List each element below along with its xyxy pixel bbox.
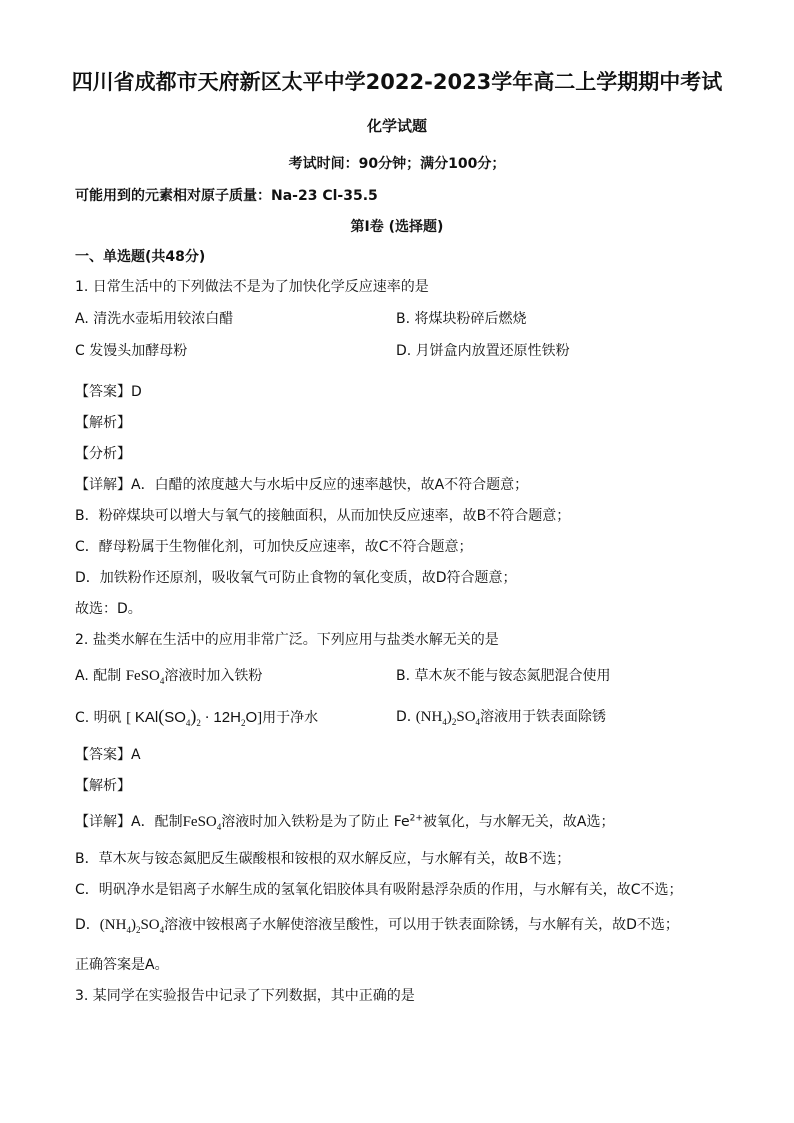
q2-conclusion: 正确答案是A。 — [75, 957, 169, 973]
q2-answer: 【答案】A — [75, 747, 141, 763]
alum-o: O — [245, 709, 258, 726]
atomic-mass-note: 可能用到的元素相对原子质量：Na-23 Cl-35.5 — [75, 188, 378, 204]
q1-fenxi-label: 【分析】 — [75, 446, 131, 462]
q2-detail-a-end: 被氧化，与水解无关，故A选； — [422, 814, 615, 830]
alum-so: SO — [164, 709, 186, 726]
nh4-so-detail: SO — [140, 917, 160, 933]
q2-detail-a-prefix: 【详解】A．配制 — [75, 814, 183, 830]
nh4-open-detail: (NH — [99, 917, 127, 933]
q1-option-a: A. 清洗水壶垢用较浓白醋 — [75, 311, 234, 327]
feso4-formula — [126, 668, 165, 684]
document-subtitle: 化学试题 — [366, 117, 427, 135]
section-title: 一、单选题(共48分) — [75, 249, 206, 265]
q1-detail-b: B．粉碎煤块可以增大与氧气的接触面积，从而加快反应速率，故B不符合题意； — [75, 508, 571, 524]
nh4-two: 2 — [451, 717, 457, 727]
feso4-formula-detail — [183, 814, 222, 830]
q1-detail-c: C．酵母粉属于生物催化剂，可加快反应速率，故C不符合题意； — [75, 539, 473, 555]
alum-paren-open: ( — [158, 706, 165, 726]
q2-detail-a-middle: 溶液时加入铁粉是为了防止 Fe — [221, 814, 410, 830]
q1-analysis-label: 【解析】 — [75, 415, 131, 431]
q2-option-b: B. 草木灰不能与铵态氮肥混合使用 — [396, 668, 611, 684]
q2-detail-a — [75, 811, 614, 832]
q2-stem: 2. 盐类水解在生活中的应用非常广泛。下列应用与盐类水解无关的是 — [75, 632, 499, 648]
feso4-main-detail: FeSO — [182, 814, 217, 830]
q2-option-d-suffix: 溶液用于铁表面除锈 — [480, 709, 607, 725]
alum-so-sub: 4 — [185, 718, 191, 728]
nh4-open: (NH — [415, 709, 443, 725]
nh4-close: ) — [446, 709, 452, 725]
alum-two: 2 — [196, 718, 201, 728]
nh4-formula-option — [416, 709, 480, 725]
feso4-sub-detail: 4 — [216, 822, 222, 832]
alum-bracket-close: ] — [257, 710, 263, 726]
q2-detail-c: C．明矾净水是铝离子水解生成的氢氧化铝胶体具有吸附悬浮杂质的作用，与水解有关，故C不选； — [75, 882, 683, 898]
alum-dot: · — [204, 710, 210, 726]
q2-option-c-prefix: C. 明矾 — [75, 710, 122, 726]
q2-option-d — [396, 706, 606, 727]
q2-option-c-suffix: 用于净水 — [262, 710, 319, 726]
alum-paren-close: ) — [190, 706, 197, 726]
nh4-two-detail: 2 — [135, 925, 141, 935]
fe-charge: 2+ — [409, 813, 423, 824]
q1-detail-d: D．加铁粉作还原剂，吸收氧气可防止食物的氧化变质，故D符合题意； — [75, 570, 517, 586]
q1-option-d: D. 月饼盒内放置还原性铁粉 — [396, 343, 570, 359]
alum-formula — [126, 706, 263, 728]
q1-option-c: C 发馒头加酵母粉 — [75, 343, 188, 359]
q2-option-a-suffix: 溶液时加入铁粉 — [164, 668, 263, 684]
q2-option-d-prefix: D. — [396, 709, 412, 725]
q1-conclusion: 故选：D。 — [75, 601, 142, 617]
nh4-so-sub: 4 — [475, 717, 481, 727]
q2-detail-b: B．草木灰与铵态氮肥反生碳酸根和铵根的双水解反应，与水解有关，故B不选； — [75, 851, 571, 867]
alum-h-sub: 2 — [240, 718, 246, 728]
feso4-sub: 4 — [159, 676, 165, 686]
alum-12h: 12H — [213, 709, 241, 726]
q2-option-a — [75, 665, 262, 686]
q1-stem: 1. 日常生活中的下列做法不是为了加快化学反应速率的是 — [75, 279, 429, 295]
q1-option-b: B. 将煤块粉碎后燃烧 — [396, 311, 527, 327]
nh4-so-sub-detail: 4 — [159, 925, 165, 935]
q2-option-a-prefix: A. 配制 — [75, 668, 122, 684]
q2-option-c — [75, 706, 318, 728]
nh4-close-detail: ) — [130, 917, 136, 933]
nh4-so: SO — [456, 709, 476, 725]
alum-bracket-open: [ — [126, 710, 132, 726]
document-title: 四川省成都市天府新区太平中学2022-2023学年高二上学期期中考试 — [71, 70, 723, 94]
nh4-sub: 4 — [442, 717, 447, 727]
q1-answer: 【答案】D — [75, 384, 142, 400]
q2-analysis-label: 【解析】 — [75, 778, 131, 794]
volume-heading: 第Ⅰ卷 (选择题) — [350, 219, 444, 235]
q2-detail-d-suffix: 溶液中铵根离子水解使溶液呈酸性，可以用于铁表面除锈，与水解有关，故D不选； — [164, 917, 679, 933]
q1-detail-a: 【详解】A．白醋的浓度越大与水垢中反应的速率越快，故A不符合题意； — [75, 477, 529, 493]
feso4-main: FeSO — [125, 668, 160, 684]
alum-kal: KAl — [134, 709, 159, 726]
nh4-formula-detail — [100, 917, 164, 933]
q3-stem: 3. 某同学在实验报告中记录了下列数据，其中正确的是 — [75, 988, 415, 1004]
q2-detail-d-prefix: D． — [75, 917, 100, 933]
q2-detail-d — [75, 914, 679, 935]
exam-info: 考试时间：90分钟；满分100分； — [288, 156, 506, 172]
nh4-sub-detail: 4 — [126, 925, 131, 935]
